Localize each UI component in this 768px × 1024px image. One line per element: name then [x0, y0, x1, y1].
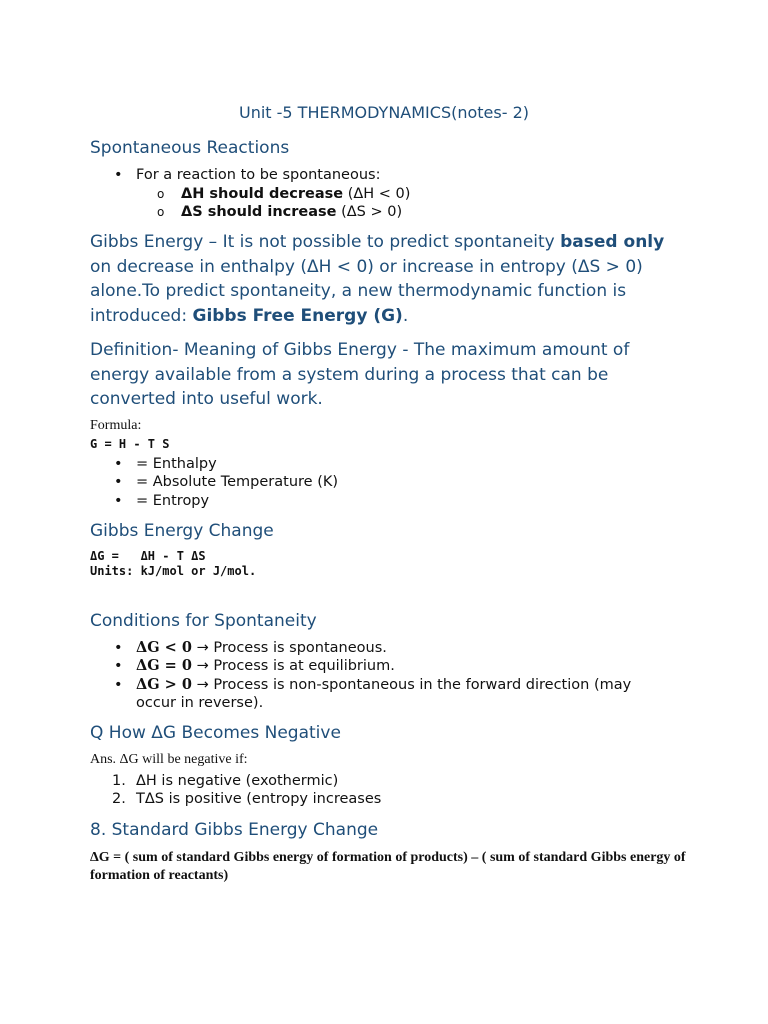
enthalpy-condition-detail: (ΔH < 0) — [343, 186, 411, 202]
formula-equation: G = H - T S — [90, 437, 170, 451]
heading-conditions-spontaneity: Conditions for Spontaneity — [90, 611, 317, 631]
list-item — [112, 790, 381, 808]
condition-result: → Process is non-spontaneous in the forward direction (may occur in reverse). — [136, 676, 632, 712]
entropy-condition-detail: (ΔS > 0) — [336, 204, 403, 220]
list-item-text: For a reaction to be spontaneous: — [136, 167, 381, 183]
list-item — [114, 639, 674, 657]
list-item — [157, 185, 410, 203]
list-item — [114, 492, 338, 510]
list-item — [114, 473, 338, 491]
list-item-text: ΔH is negative (exothermic) — [136, 773, 339, 789]
gibbs-change-equation: ΔG = ΔH - T ΔS — [90, 549, 206, 563]
list-item — [114, 166, 380, 184]
paragraph-emphasis: based only — [560, 232, 665, 252]
paragraph-emphasis: Gibbs Free Energy (G) — [192, 305, 403, 326]
enthalpy-condition: ΔH should decrease — [181, 186, 344, 202]
list-item — [114, 676, 674, 713]
list-item — [157, 203, 410, 221]
heading-gibbs-energy-change: Gibbs Energy Change — [90, 521, 274, 541]
heading-question: Q How ΔG Becomes Negative — [90, 723, 341, 743]
list-item-text: TΔS is positive (entropy increases — [136, 791, 382, 808]
condition-expression: ΔG > 0 — [136, 675, 192, 693]
gibbs-energy-paragraph — [90, 230, 680, 328]
list-item — [114, 455, 338, 473]
answer-text: Ans. ΔG will be negative if: — [90, 752, 248, 767]
standard-gibbs-definition: ΔG = ( sum of standard Gibbs energy of formation of products) – ( sum of standard Gibbs energy of formation of reactants) — [90, 850, 686, 883]
gibbs-change-units: Units: kJ/mol or J/mol. — [90, 564, 257, 578]
formula-label: Formula: — [90, 418, 142, 433]
condition-expression: ΔG < 0 — [136, 639, 192, 656]
heading-spontaneous-reactions: Spontaneous Reactions — [90, 138, 290, 158]
condition-result: → Process is spontaneous. — [191, 640, 387, 656]
list-item-text: = Enthalpy — [136, 456, 217, 472]
spontaneous-list — [114, 166, 380, 184]
entropy-condition: ΔS should increase — [181, 204, 337, 220]
formula-terms-list — [114, 455, 338, 510]
condition-expression: ΔG = 0 — [136, 657, 192, 675]
list-number: 1. — [112, 773, 126, 789]
condition-result: → Process is at equilibrium. — [191, 658, 395, 675]
paragraph-text: on decrease in enthalpy (ΔH < 0) or increase in entropy (ΔS > 0) alone.To predict spontaneity, a new thermodynamic function is introduced: — [90, 256, 643, 326]
list-item — [112, 772, 381, 790]
list-item-text: = Entropy — [136, 492, 210, 509]
definition-paragraph: Definition- Meaning of Gibbs Energy - The maximum amount of energy available from a system during a process that can be converted into useful work. — [90, 340, 630, 409]
list-item — [114, 657, 674, 675]
conditions-list — [114, 639, 674, 713]
page-title: Unit -5 THERMODYNAMICS(notes- 2) — [238, 103, 529, 122]
paragraph-text: Gibbs Energy – It is not possible to predict spontaneity — [90, 232, 561, 252]
paragraph-text: . — [402, 305, 409, 326]
answer-list — [112, 772, 381, 809]
spontaneous-sublist — [157, 185, 410, 221]
list-number: 2. — [112, 791, 126, 808]
heading-standard-gibbs: 8. Standard Gibbs Energy Change — [90, 820, 379, 840]
list-item-text: = Absolute Temperature (K) — [136, 474, 339, 491]
